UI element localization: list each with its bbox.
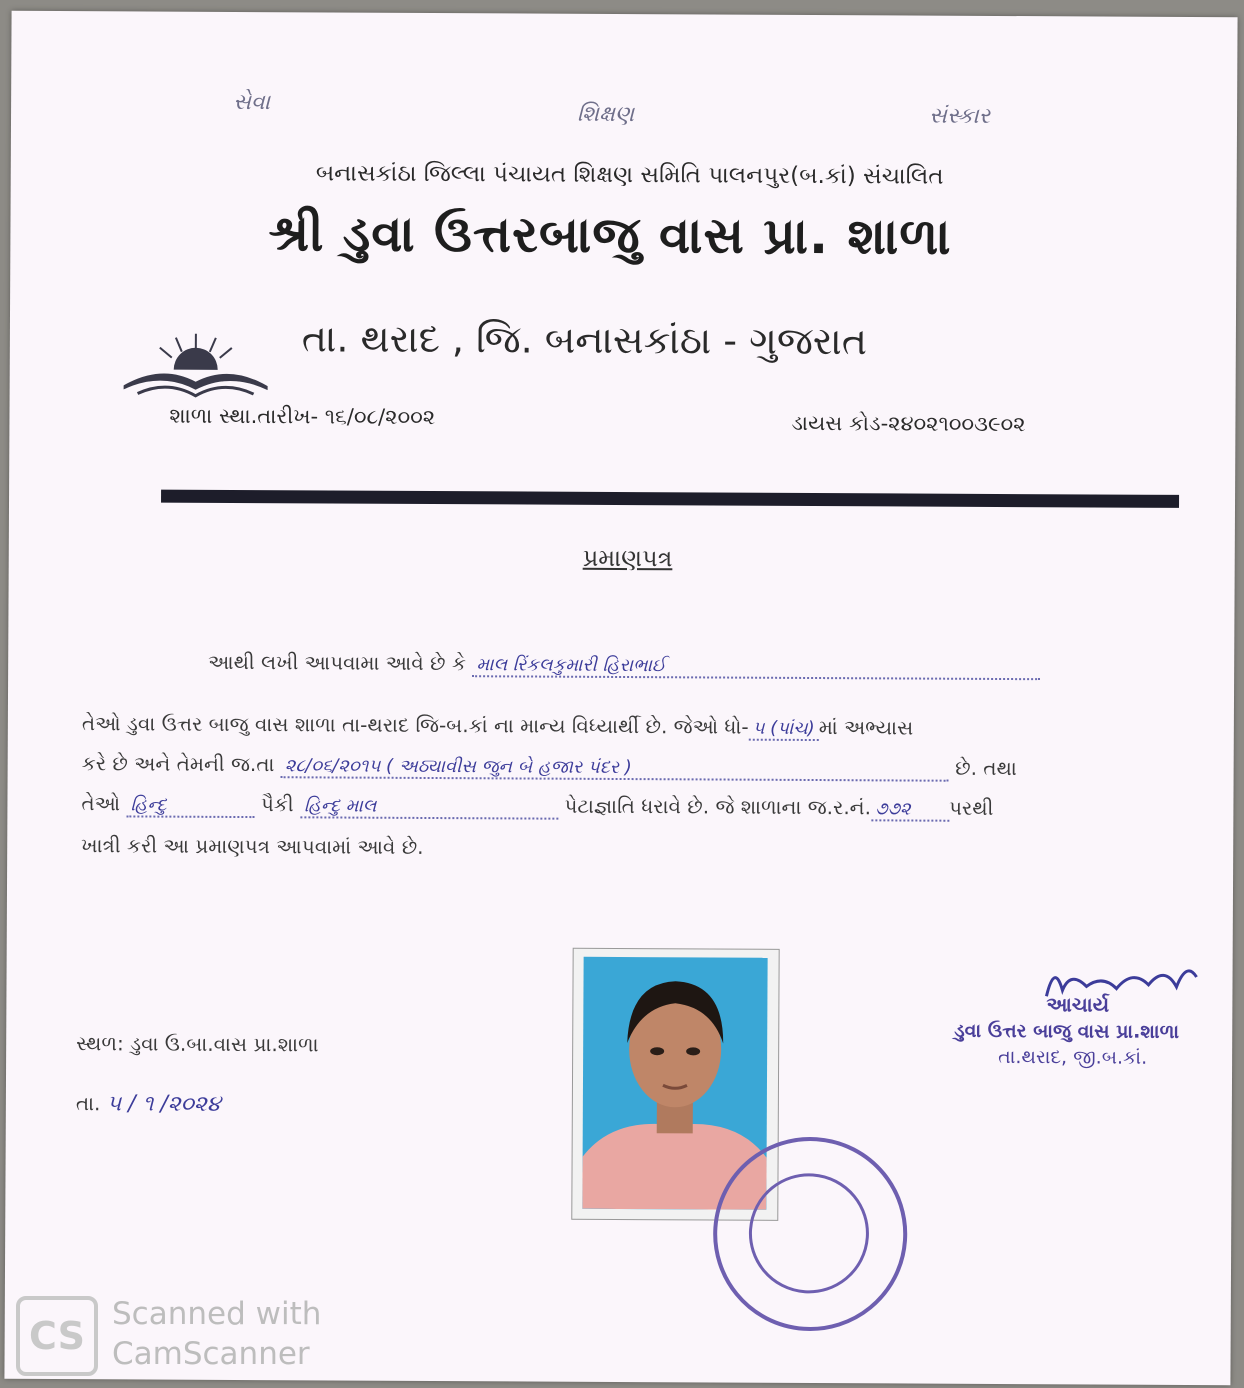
body-line-2-suffix: માં અભ્યાસ xyxy=(818,715,914,740)
scanner-watermark-line-2: CamScanner xyxy=(112,1336,310,1372)
organization-line: બનાસકાંઠા જિલ્લા પંચાયત શિક્ષણ સમિતિ પાલનપુર(બ.કાં) સંચાલિત xyxy=(315,160,944,190)
certificate-title: પ્રમાણપત્ર xyxy=(582,543,673,573)
book-sun-logo-icon xyxy=(118,323,274,408)
date-of-birth-field: ૨૮/૦૬/૨૦૧૫ ( અઠ્યાવીસ જુન બે હજાર પંદર ) xyxy=(281,755,949,781)
date-row xyxy=(76,1091,221,1117)
body-line-4-suffix-2: પરથી xyxy=(948,795,994,820)
body-line-5: ખાત્રી કરી આ પ્રમાણપત્ર આપવામાં આવે છે. xyxy=(81,833,424,859)
motto-sanskar: સંસ્કાર xyxy=(928,103,991,129)
body-line-2-prefix: તેઓ ડુવા ઉત્તર બાજુ વાસ શાળા તા-થરાદ જિ-બ.કાં ના માન્ય વિધ્યાર્થી છે. જેઓ ધો- xyxy=(81,711,749,739)
principal-title: આચાર્ય xyxy=(1046,992,1110,1017)
camscanner-logo-icon: CS xyxy=(16,1296,98,1376)
scanner-watermark-line-1: Scanned with xyxy=(112,1296,322,1332)
body-line-1-prefix: આથી લખી આપવામા આવે છે કે xyxy=(208,649,467,676)
school-name: શ્રી ડુવા ઉત્તરબાજુ વાસ પ્રા. શાળા xyxy=(268,204,952,266)
register-number-field: ૭૭૨ xyxy=(871,798,949,821)
place-label: સ્થળ: ડુવા ઉ.બા.વાસ પ્રા.શાળા xyxy=(76,1031,319,1057)
principal-school: ડુવા ઉત્તર બાજુ વાસ પ્રા.શાળા xyxy=(954,1019,1180,1043)
body-line-4-prefix: તેઓ xyxy=(81,791,121,816)
body-line-4-mid: પૈકી xyxy=(260,792,294,817)
body-line-1 xyxy=(208,650,1040,680)
body-line-3-suffix: છે. તથા xyxy=(955,755,1017,781)
motto-seva: સેવા xyxy=(233,89,271,116)
establishment-date: શાળા સ્થા.તારીખ- ૧૬/૦૮/૨૦૦૨ xyxy=(169,403,436,430)
header-divider xyxy=(161,490,1179,508)
body-line-3-prefix: કરે છે અને તેમની જ.તા xyxy=(81,751,275,777)
student-name-field: માલ રિંકલકુમારી હિરાભાઈ xyxy=(472,654,1040,680)
date-label: તા. xyxy=(75,1091,101,1116)
body-line-4 xyxy=(81,791,993,822)
stamp-inner-ring xyxy=(734,1158,885,1309)
motto-shikshan: શિક્ષણ xyxy=(576,101,635,128)
principal-place: તા.થરાદ, જી.બ.કાં. xyxy=(998,1045,1148,1069)
taluka-district-line: તા. થરાદ , જિ. બનાસકાંઠા - ગુજરાત xyxy=(301,316,868,364)
certificate-paper xyxy=(4,11,1237,1385)
subcaste-field: હિન્દુ માલ xyxy=(300,795,558,819)
caste-field: હિન્દુ xyxy=(126,794,254,818)
body-line-4-suffix-1: પેટાજ્ઞાતિ ધરાવે છે. જે શાળાના જ.ર.નં. xyxy=(564,793,872,820)
body-line-3 xyxy=(82,751,1017,782)
body-line-2 xyxy=(82,711,914,741)
date-value: ૫ / ૧ /૨૦૨૪ xyxy=(106,1091,221,1117)
dise-code: ડાયસ કોડ-૨૪૦૨૧૦૦૩૯૦૨ xyxy=(791,410,1026,437)
standard-field: ૫ (પાંચ) xyxy=(749,718,819,741)
